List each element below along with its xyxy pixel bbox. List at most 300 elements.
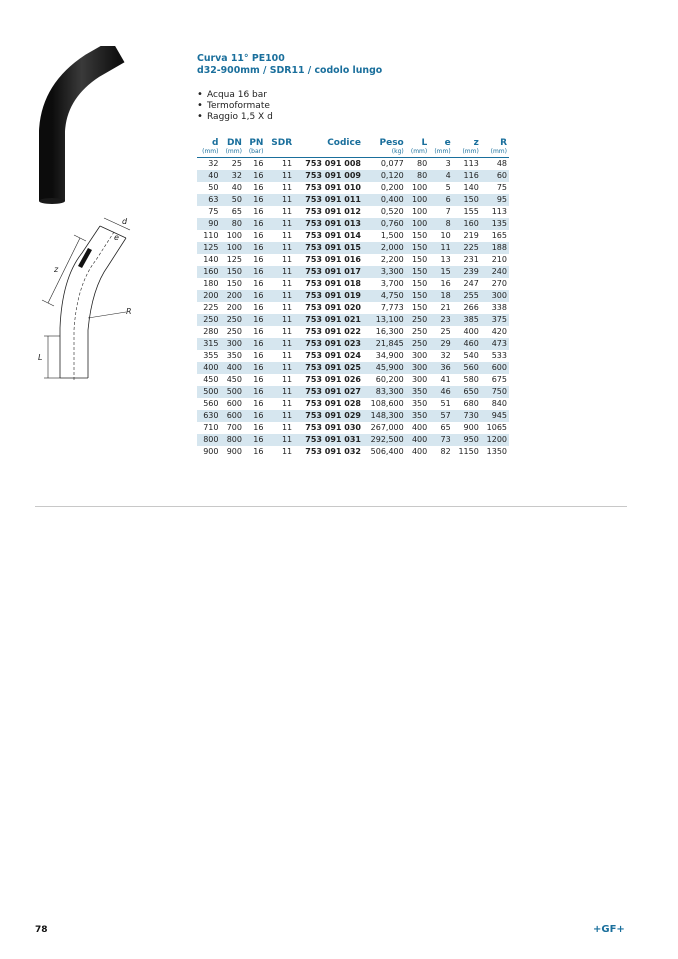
cell-sdr: 11 — [281, 279, 293, 288]
table-row — [197, 374, 509, 386]
cell-dn: 400 — [220, 362, 243, 374]
cell-pn: 16 — [253, 303, 264, 312]
cell-codice: 753 091 013 — [294, 218, 363, 230]
cell-dn: 80 — [220, 218, 243, 230]
cell-l: 350 — [406, 410, 429, 422]
cell-peso: 0,400 — [363, 194, 406, 206]
cell-l: 80 — [417, 159, 428, 168]
cell-dn: 125 — [226, 255, 242, 264]
cell-r: 533 — [491, 351, 507, 360]
cell-l: 350 — [411, 399, 428, 408]
cell-peso: 21,845 — [363, 338, 406, 350]
cell-d: 50 — [208, 183, 219, 192]
label-e: e — [114, 233, 119, 242]
cell-peso: 83,300 — [363, 386, 406, 398]
table-row — [197, 158, 509, 171]
cell-l: 150 — [411, 255, 428, 264]
column-header-e: e — [444, 138, 451, 148]
cell-dn: 600 — [226, 399, 242, 408]
cell-z: 219 — [463, 231, 479, 240]
cell-sdr: 11 — [281, 183, 293, 192]
cell-e: 57 — [429, 410, 452, 422]
cell-e: 7 — [445, 207, 451, 216]
cell-codice: 753 091 014 — [305, 231, 361, 240]
cell-r: 473 — [481, 338, 509, 350]
cell-sdr: 11 — [265, 218, 294, 230]
cell-l: 150 — [411, 231, 428, 240]
table-row — [197, 242, 509, 254]
table-row — [197, 410, 509, 422]
column-unit-z: (mm) — [453, 148, 481, 158]
table-row — [197, 278, 509, 290]
cell-d: 250 — [197, 314, 220, 326]
cell-e: 18 — [429, 290, 452, 302]
cell-dn: 200 — [220, 290, 243, 302]
cell-pn: 16 — [253, 159, 264, 168]
feature-item: • Acqua 16 bar — [197, 90, 273, 101]
cell-e: 8 — [429, 218, 452, 230]
cell-sdr: 11 — [281, 423, 293, 432]
cell-peso: 60,200 — [375, 375, 404, 384]
column-header-sdr: SDR — [271, 138, 293, 148]
cell-peso: 292,500 — [363, 434, 406, 446]
cell-peso: 108,600 — [370, 399, 404, 408]
cell-d: 140 — [203, 255, 219, 264]
cell-e: 11 — [429, 242, 452, 254]
cell-l: 80 — [406, 170, 429, 182]
cell-dn: 150 — [220, 266, 243, 278]
cell-d: 450 — [203, 375, 219, 384]
cell-z: 247 — [463, 279, 479, 288]
cell-z: 160 — [453, 218, 481, 230]
cell-z: 950 — [453, 434, 481, 446]
cell-e: 25 — [440, 327, 451, 336]
cell-d: 630 — [197, 410, 220, 422]
cell-z: 560 — [453, 362, 481, 374]
cell-e: 6 — [429, 194, 452, 206]
cell-l: 300 — [411, 351, 428, 360]
cell-e: 3 — [445, 159, 451, 168]
cell-codice: 753 091 022 — [305, 327, 361, 336]
cell-codice: 753 091 026 — [305, 375, 361, 384]
cell-e: 16 — [440, 279, 451, 288]
cell-peso: 0,760 — [363, 218, 406, 230]
cell-d: 560 — [203, 399, 219, 408]
cell-dn: 40 — [231, 183, 242, 192]
table-row — [197, 302, 509, 314]
cell-peso: 2,000 — [363, 242, 406, 254]
table-row — [197, 266, 509, 278]
column-unit-e: (mm) — [429, 148, 452, 158]
cell-pn: 16 — [253, 327, 264, 336]
cell-e: 82 — [440, 447, 451, 456]
cell-sdr: 11 — [281, 351, 293, 360]
cell-codice: 753 091 031 — [294, 434, 363, 446]
cell-dn: 65 — [231, 207, 242, 216]
cell-e: 65 — [440, 423, 451, 432]
table-row — [197, 446, 509, 458]
cell-z: 650 — [453, 386, 481, 398]
cell-peso: 0,120 — [363, 170, 406, 182]
cell-pn: 16 — [244, 434, 265, 446]
cell-e: 41 — [440, 375, 451, 384]
cell-peso: 16,300 — [375, 327, 404, 336]
table-body — [197, 158, 509, 459]
cell-l: 100 — [406, 194, 429, 206]
cell-codice: 753 091 008 — [305, 159, 361, 168]
cell-pn: 16 — [244, 362, 265, 374]
cell-dn: 300 — [220, 338, 243, 350]
column-header-d: d — [212, 138, 219, 148]
column-unit-peso: (kg) — [363, 148, 406, 158]
column-unit-l: (mm) — [406, 148, 429, 158]
cell-e: 29 — [429, 338, 452, 350]
cell-dn: 150 — [226, 279, 242, 288]
cell-l: 150 — [406, 266, 429, 278]
cell-r: 338 — [491, 303, 507, 312]
cell-z: 400 — [463, 327, 479, 336]
cell-r: 60 — [481, 170, 509, 182]
cell-pn: 16 — [253, 375, 264, 384]
cell-peso: 13,100 — [363, 314, 406, 326]
cell-pn: 16 — [244, 314, 265, 326]
table-row — [197, 386, 509, 398]
cell-codice: 753 091 015 — [294, 242, 363, 254]
cell-l: 350 — [406, 386, 429, 398]
table-unit-row — [197, 148, 509, 158]
label-d: d — [122, 217, 128, 226]
cell-l: 150 — [406, 242, 429, 254]
cell-r: 420 — [491, 327, 507, 336]
cell-z: 385 — [453, 314, 481, 326]
table-row — [197, 362, 509, 374]
cell-r: 945 — [481, 410, 509, 422]
cell-codice: 753 091 018 — [305, 279, 361, 288]
table-row — [197, 434, 509, 446]
cell-dn: 200 — [226, 303, 242, 312]
feature-item: • Termoformate — [197, 101, 273, 112]
cell-l: 300 — [411, 375, 428, 384]
cell-r: 48 — [496, 159, 507, 168]
cell-l: 100 — [406, 218, 429, 230]
cell-z: 150 — [453, 194, 481, 206]
cell-d: 280 — [203, 327, 219, 336]
feature-item: • Raggio 1,5 X d — [197, 112, 273, 123]
cell-dn: 450 — [226, 375, 242, 384]
cell-sdr: 11 — [281, 399, 293, 408]
table-row — [197, 254, 509, 266]
cell-z: 113 — [463, 159, 479, 168]
cell-l: 250 — [406, 338, 429, 350]
cell-peso: 4,750 — [363, 290, 406, 302]
column-header-pn: PN — [249, 138, 264, 148]
cell-d: 63 — [197, 194, 220, 206]
cell-d: 900 — [203, 447, 219, 456]
cell-e: 73 — [429, 434, 452, 446]
table-row — [197, 338, 509, 350]
table-row — [197, 314, 509, 326]
cell-sdr: 11 — [281, 207, 293, 216]
table-row — [197, 194, 509, 206]
cell-codice: 753 091 016 — [305, 255, 361, 264]
cell-r: 375 — [481, 314, 509, 326]
cell-sdr: 11 — [281, 231, 293, 240]
cell-d: 40 — [197, 170, 220, 182]
cell-e: 46 — [429, 386, 452, 398]
column-header-l: L — [421, 138, 428, 148]
cell-d: 800 — [197, 434, 220, 446]
cell-dn: 600 — [220, 410, 243, 422]
cell-codice: 753 091 028 — [305, 399, 361, 408]
title-line-2: d32-900mm / SDR11 / codolo lungo — [197, 65, 383, 76]
cell-dn: 100 — [226, 231, 242, 240]
cell-codice: 753 091 029 — [294, 410, 363, 422]
cell-codice: 753 091 019 — [294, 290, 363, 302]
cell-r: 750 — [481, 386, 509, 398]
table-header-row — [197, 135, 509, 148]
cell-z: 730 — [453, 410, 481, 422]
cell-r: 75 — [496, 183, 507, 192]
cell-r: 1350 — [486, 447, 507, 456]
cell-sdr: 11 — [265, 386, 294, 398]
cell-z: 680 — [463, 399, 479, 408]
table-row — [197, 350, 509, 362]
cell-dn: 700 — [226, 423, 242, 432]
cell-z: 140 — [463, 183, 479, 192]
cell-d: 75 — [208, 207, 219, 216]
table-row — [197, 218, 509, 230]
cell-peso: 0,077 — [380, 159, 404, 168]
cell-e: 21 — [440, 303, 451, 312]
cell-codice: 753 091 012 — [305, 207, 361, 216]
cell-z: 900 — [463, 423, 479, 432]
cell-sdr: 11 — [281, 447, 293, 456]
cell-z: 460 — [453, 338, 481, 350]
cell-l: 400 — [411, 423, 428, 432]
cell-l: 150 — [411, 303, 428, 312]
pipe-bend-photo — [30, 46, 140, 211]
cell-codice: 753 091 027 — [294, 386, 363, 398]
cell-codice: 753 091 024 — [305, 351, 361, 360]
cell-pn: 16 — [253, 351, 264, 360]
cell-codice: 753 091 032 — [305, 447, 361, 456]
cell-dn: 250 — [226, 327, 242, 336]
cell-z: 239 — [453, 266, 481, 278]
cell-r: 210 — [491, 255, 507, 264]
cell-l: 300 — [406, 362, 429, 374]
cell-z: 1150 — [458, 447, 479, 456]
table-row — [197, 398, 509, 410]
cell-e: 5 — [445, 183, 451, 192]
cell-d: 200 — [197, 290, 220, 302]
cell-r: 165 — [491, 231, 507, 240]
cell-d: 400 — [197, 362, 220, 374]
cell-l: 150 — [406, 290, 429, 302]
cell-z: 540 — [463, 351, 479, 360]
page-number: 78 — [35, 925, 48, 935]
cell-pn: 16 — [253, 279, 264, 288]
cell-d: 160 — [197, 266, 220, 278]
cell-l: 100 — [411, 183, 428, 192]
cell-d: 180 — [203, 279, 219, 288]
cell-peso: 3,700 — [380, 279, 404, 288]
cell-dn: 50 — [220, 194, 243, 206]
cell-z: 580 — [463, 375, 479, 384]
cell-e: 4 — [429, 170, 452, 182]
cell-dn: 800 — [220, 434, 243, 446]
cell-codice: 753 091 020 — [305, 303, 361, 312]
cell-pn: 16 — [253, 207, 264, 216]
cell-dn: 500 — [220, 386, 243, 398]
cell-sdr: 11 — [265, 194, 294, 206]
label-z: z — [54, 265, 59, 274]
cell-d: 125 — [197, 242, 220, 254]
cell-d: 355 — [203, 351, 219, 360]
label-l: L — [38, 353, 43, 362]
cell-z: 231 — [463, 255, 479, 264]
cell-z: 255 — [453, 290, 481, 302]
cell-dn: 900 — [226, 447, 242, 456]
cell-pn: 16 — [253, 231, 264, 240]
column-header-peso: Peso — [379, 138, 404, 148]
cell-codice: 753 091 030 — [305, 423, 361, 432]
cell-peso: 3,300 — [363, 266, 406, 278]
cell-codice: 753 091 023 — [294, 338, 363, 350]
cell-sdr: 11 — [265, 314, 294, 326]
cell-dn: 25 — [231, 159, 242, 168]
cell-sdr: 11 — [281, 327, 293, 336]
cell-d: 710 — [203, 423, 219, 432]
cell-peso: 148,300 — [363, 410, 406, 422]
cell-pn: 16 — [244, 170, 265, 182]
cell-e: 51 — [440, 399, 451, 408]
bend-dimension-diagram — [30, 208, 180, 388]
gf-logo: +GF+ — [593, 924, 625, 935]
cell-r: 270 — [491, 279, 507, 288]
cell-e: 15 — [429, 266, 452, 278]
cell-e: 10 — [440, 231, 451, 240]
cell-peso: 2,200 — [380, 255, 404, 264]
cell-d: 90 — [197, 218, 220, 230]
cell-pn: 16 — [253, 399, 264, 408]
cell-sdr: 11 — [281, 303, 293, 312]
cell-r: 95 — [481, 194, 509, 206]
cell-peso: 0,520 — [380, 207, 404, 216]
cell-e: 13 — [440, 255, 451, 264]
cell-pn: 16 — [244, 386, 265, 398]
cell-d: 32 — [208, 159, 219, 168]
cell-peso: 0,200 — [380, 183, 404, 192]
cell-d: 500 — [197, 386, 220, 398]
cell-dn: 250 — [220, 314, 243, 326]
column-header-r: R — [500, 138, 507, 148]
table-row — [197, 290, 509, 302]
cell-e: 32 — [440, 351, 451, 360]
table-row — [197, 206, 509, 218]
cell-peso: 1,500 — [380, 231, 404, 240]
cell-l: 150 — [411, 279, 428, 288]
cell-sdr: 11 — [265, 434, 294, 446]
cell-sdr: 11 — [281, 159, 293, 168]
cell-pn: 16 — [253, 255, 264, 264]
cell-d: 225 — [203, 303, 219, 312]
cell-l: 400 — [406, 434, 429, 446]
cell-codice: 753 091 011 — [294, 194, 363, 206]
cell-pn: 16 — [244, 266, 265, 278]
cell-codice: 753 091 010 — [305, 183, 361, 192]
column-header-codice: Codice — [327, 138, 361, 148]
feature-list — [197, 90, 273, 123]
cell-r: 135 — [481, 218, 509, 230]
cell-pn: 16 — [244, 290, 265, 302]
cell-z: 155 — [463, 207, 479, 216]
cell-l: 400 — [411, 447, 428, 456]
cell-dn: 32 — [220, 170, 243, 182]
cell-z: 116 — [453, 170, 481, 182]
cell-z: 225 — [453, 242, 481, 254]
cell-r: 840 — [491, 399, 507, 408]
cell-dn: 100 — [220, 242, 243, 254]
specification-table — [197, 135, 509, 458]
cell-sdr: 11 — [265, 170, 294, 182]
title-line-1: Curva 11° PE100 — [197, 53, 285, 64]
cell-d: 315 — [197, 338, 220, 350]
cell-codice: 753 091 009 — [294, 170, 363, 182]
cell-sdr: 11 — [265, 242, 294, 254]
cell-r: 188 — [481, 242, 509, 254]
cell-dn: 350 — [226, 351, 242, 360]
cell-sdr: 11 — [265, 338, 294, 350]
section-divider — [35, 506, 627, 507]
cell-pn: 16 — [253, 447, 264, 456]
cell-peso: 34,900 — [375, 351, 404, 360]
cell-pn: 16 — [244, 410, 265, 422]
cell-sdr: 11 — [265, 290, 294, 302]
cell-codice: 753 091 021 — [294, 314, 363, 326]
table-row — [197, 230, 509, 242]
column-unit-dn: (mm) — [220, 148, 243, 158]
cell-l: 100 — [411, 207, 428, 216]
cell-codice: 753 091 017 — [294, 266, 363, 278]
column-header-z: z — [473, 138, 479, 148]
cell-pn: 16 — [244, 242, 265, 254]
cell-l: 250 — [406, 314, 429, 326]
cell-r: 1065 — [486, 423, 507, 432]
column-unit-d: (mm) — [197, 148, 220, 158]
cell-pn: 16 — [244, 194, 265, 206]
cell-pn: 16 — [253, 423, 264, 432]
table-row — [197, 326, 509, 338]
column-unit-sdr — [265, 148, 294, 158]
cell-l: 250 — [411, 327, 428, 336]
cell-sdr: 11 — [265, 362, 294, 374]
column-unit-codice — [294, 148, 363, 158]
cell-r: 675 — [491, 375, 507, 384]
cell-pn: 16 — [253, 183, 264, 192]
cell-sdr: 11 — [265, 410, 294, 422]
table-row — [197, 170, 509, 182]
cell-sdr: 11 — [281, 255, 293, 264]
cell-peso: 7,773 — [380, 303, 404, 312]
cell-peso: 45,900 — [363, 362, 406, 374]
cell-peso: 506,400 — [370, 447, 404, 456]
column-header-dn: DN — [226, 138, 242, 148]
cell-r: 1200 — [481, 434, 509, 446]
cell-e: 23 — [429, 314, 452, 326]
cell-sdr: 11 — [281, 375, 293, 384]
cell-pn: 16 — [244, 218, 265, 230]
cell-r: 600 — [481, 362, 509, 374]
